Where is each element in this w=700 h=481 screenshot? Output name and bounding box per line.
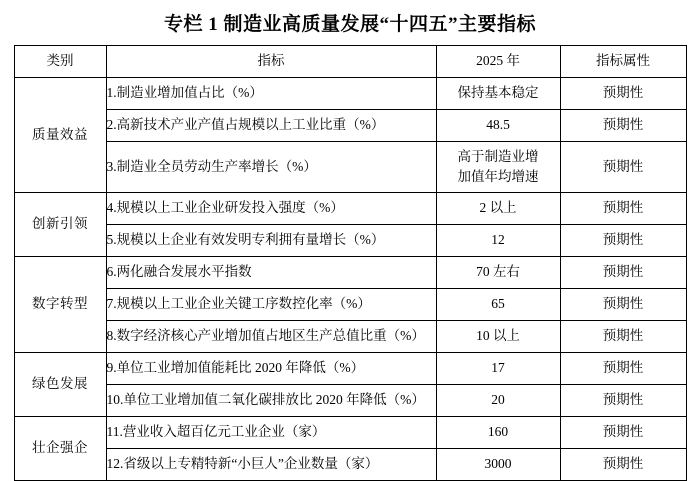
indicators-table xyxy=(14,45,687,481)
table-row xyxy=(14,417,686,449)
indicator-cell: 5.规模以上企业有效发明专利拥有量增长（%） xyxy=(106,225,436,257)
table-header-row xyxy=(14,46,686,78)
category-cell: 壮企强企 xyxy=(14,417,106,481)
value-cell-multiline xyxy=(436,142,560,193)
table-row xyxy=(14,449,686,481)
attribute-cell: 预期性 xyxy=(560,289,686,321)
indicator-cell: 1.制造业增加值占比（%） xyxy=(106,78,436,110)
table-row xyxy=(14,142,686,193)
value-cell: 48.5 xyxy=(436,110,560,142)
indicator-cell: 12.省级以上专精特新“小巨人”企业数量（家） xyxy=(106,449,436,481)
attribute-cell: 预期性 xyxy=(560,142,686,193)
attribute-cell: 预期性 xyxy=(560,193,686,225)
attribute-cell: 预期性 xyxy=(560,449,686,481)
indicator-cell: 10.单位工业增加值二氧化碳排放比 2020 年降低（%） xyxy=(106,385,436,417)
attribute-cell: 预期性 xyxy=(560,257,686,289)
column-header-indicator: 指标 xyxy=(106,46,436,78)
indicator-cell: 8.数字经济核心产业增加值占地区生产总值比重（%） xyxy=(106,321,436,353)
value-cell: 17 xyxy=(436,353,560,385)
column-header-year: 2025 年 xyxy=(436,46,560,78)
value-cell: 保持基本稳定 xyxy=(436,78,560,110)
table-row xyxy=(14,385,686,417)
table-row xyxy=(14,225,686,257)
indicator-cell: 11.营业收入超百亿元工业企业（家） xyxy=(106,417,436,449)
attribute-cell: 预期性 xyxy=(560,321,686,353)
attribute-cell: 预期性 xyxy=(560,353,686,385)
attribute-cell: 预期性 xyxy=(560,225,686,257)
table-row xyxy=(14,289,686,321)
table-row xyxy=(14,193,686,225)
value-cell: 70 左右 xyxy=(436,257,560,289)
indicator-cell: 4.规模以上工业企业研发投入强度（%） xyxy=(106,193,436,225)
table-header xyxy=(14,46,686,78)
value-line: 高于制造业增 xyxy=(457,149,539,165)
table-row xyxy=(14,257,686,289)
value-cell: 65 xyxy=(436,289,560,321)
table-row xyxy=(14,78,686,110)
table-row xyxy=(14,321,686,353)
value-cell: 20 xyxy=(436,385,560,417)
value-cell: 2 以上 xyxy=(436,193,560,225)
attribute-cell: 预期性 xyxy=(560,385,686,417)
category-cell: 数字转型 xyxy=(14,257,106,353)
column-header-attribute: 指标属性 xyxy=(560,46,686,78)
value-cell: 160 xyxy=(436,417,560,449)
table-row xyxy=(14,353,686,385)
table-body xyxy=(14,78,686,481)
value-cell: 3000 xyxy=(436,449,560,481)
page-title: 专栏 1 制造业高质量发展“十四五”主要指标 xyxy=(163,14,536,35)
indicator-cell: 2.高新技术产业产值占规模以上工业比重（%） xyxy=(106,110,436,142)
column-header-category: 类别 xyxy=(14,46,106,78)
value-line: 加值年均增速 xyxy=(457,169,539,184)
indicator-cell: 9.单位工业增加值能耗比 2020 年降低（%） xyxy=(106,353,436,385)
category-cell: 质量效益 xyxy=(14,78,106,193)
value-cell: 10 以上 xyxy=(436,321,560,353)
attribute-cell: 预期性 xyxy=(560,110,686,142)
attribute-cell: 预期性 xyxy=(560,417,686,449)
indicator-cell: 7.规模以上工业企业关键工序数控化率（%） xyxy=(106,289,436,321)
table-row xyxy=(14,110,686,142)
category-cell: 创新引领 xyxy=(14,193,106,257)
indicator-cell: 3.制造业全员劳动生产率增长（%） xyxy=(106,142,436,193)
value-cell: 12 xyxy=(436,225,560,257)
attribute-cell: 预期性 xyxy=(560,78,686,110)
category-cell: 绿色发展 xyxy=(14,353,106,417)
indicator-cell: 6.两化融合发展水平指数 xyxy=(106,257,436,289)
